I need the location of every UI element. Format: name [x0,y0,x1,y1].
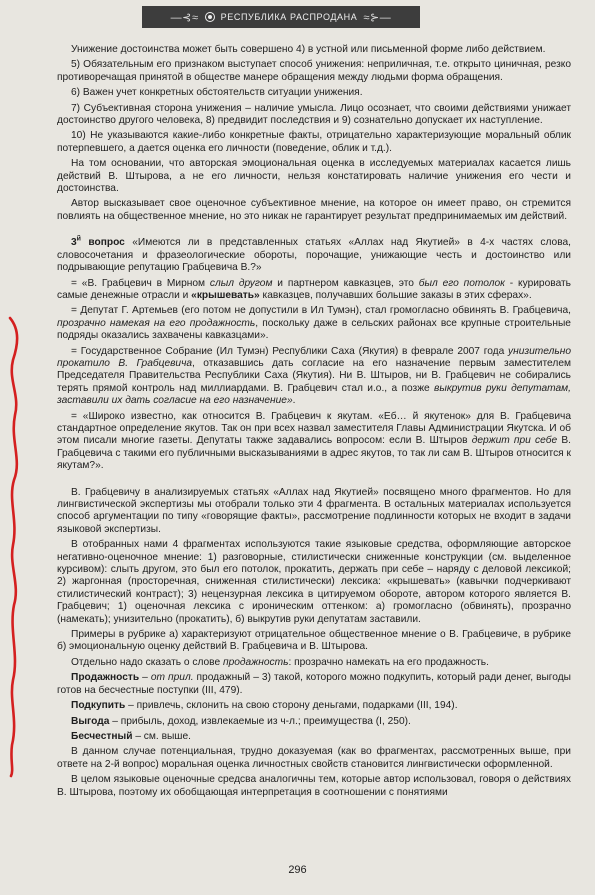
page-number: 296 [288,864,307,876]
text-run: от прил. [150,672,194,684]
red-margin-mark-icon [0,0,40,895]
text-run: и партнером кавказцев, это [272,277,419,289]
text-run: Унижение достоинства может быть совершено 4) в устной или письменной форме либо действием. [71,44,546,55]
ornament-left-icon: —⊰≈ [170,11,199,24]
paragraph-p17 [57,672,571,697]
text-run: = «Широко известно, как относится В. Грабцевич к якутам. «Еб… й якутенок» для В. Грабцевича стандартное определение якутов. Так он при всех назвал заместителя Главы Администрации Якутска. И об этом писали многие газеты. Депутаты также задавались вопросом: если В. Штыров [57,410,571,447]
text-run: , отказавшись дать согласие на его назначение первым заместителем Председателя Правительства Республики Саха (Якутия). Ни В. Штыров, ни В. Грабцевич не собирались терять прямой контроль над миллиардами. В. Грабцевич стал и.о., а позже [57,357,571,394]
paragraph-p18 [57,700,571,712]
paragraph-p21 [57,746,571,771]
text-run: продажный – 3) такой, которого можно подкупить, который ради денег, выгоды готов на бесчестные поступки (III, 479). [57,672,572,696]
paragraph-p15 [57,629,571,654]
running-header [142,6,420,28]
text-run: В отобранных нами 4 фрагментах используются такие языковые средства, оформляющие авторское негативно-оценочное мнение: 1) разговорные, стилистически сниженные конструкции (см. выделенное курсивом): слыть другом, это был его потолок, прокатить, держать при себе – наряду с деловой лексикой; 2) жаргонная (просторечная, сниженная стилистически) лексика: «крышевать» (кавычки подчеркивают стилистический контраст); 3) нецензурная лексика в цитируемом обороте, автором которого является В. Грабцевич; 1) оценочная лексика с ироническим оттенком: а) громогласно (обвинять), прозрачно (намекать); унизительно (прокатить), б) выкрутив руки депутатам заставили. [57,539,571,625]
text-run: . [292,395,296,407]
text-run: унизительно прокатило В. Грабцевича [57,345,571,369]
paragraph-p6 [57,158,571,195]
paragraph-p20 [57,731,571,743]
text-run: продажность [222,656,289,668]
paragraph-p5 [57,130,571,155]
text-run: – привлечь, склонить на свою сторону деньгами, подарками (III, 194). [125,700,458,712]
text-run: В данном случае потенциальная, трудно доказуемая (как во фрагментах, рассмотренных выше, при ответе на 2-й вопрос) моральная оценка личностных свойств становится лингвистически оформленной. [57,746,571,770]
paragraph-p11 [57,346,571,408]
text-run: й [76,235,81,243]
text-run: выкрутив руки депутатам, заставили их дать согласие на его назначение» [57,382,571,407]
paragraph-p19 [57,716,571,728]
paragraph-p3 [57,87,571,99]
text-run: Подкупить [71,700,126,712]
text-run: «Имеются ли в представленных статьях «Аллах над Якутией» в 4-х частях слова, словосочетания и фразеологические обороты, порочащие, унижающие честь и достоинство или подрывающие репутацию Грабцевича В.?» [57,237,572,274]
paragraph-p10 [57,305,571,342]
text-run: - курировать самые денежные отрасли и [57,277,571,301]
text-run: 6) Важен учет конкретных обстоятельств ситуации унижения. [71,87,363,99]
text-run: Выгода [71,715,110,727]
paragraph-p8 [57,237,571,274]
text-run: В. Грабцевичу в анализируемых статьях «Аллах над Якутией» посвящено много фрагментов. Но для лингвистической экспертизы мы отобрали только эти 4 фрагмента. В остальных материалах используется способ аргументации по типу «говорящие факты», рассмотрение подлинности которых не входит в задачи языковой экспертизы. [57,486,571,535]
text-run: «крышевать» [191,289,260,301]
header-title: РЕСПУБЛИКА РАСПРОДАНА [220,12,358,22]
text-run: В целом языковые оценочные средсва аналогичны тем, которые автор использовал, говоря о действиях В. Штырова, поэтому их обобщающая интерпретация в соотношении с понятиями [57,774,571,798]
text-run: Отдельно надо сказать о слове [71,656,223,668]
paragraph-p16 [57,657,571,669]
paragraph-p7 [57,198,571,223]
text-run: держит при себе [471,435,558,447]
paragraph-p4 [57,103,571,128]
paragraph-p22 [57,774,571,799]
text-run: был его потолок [418,277,505,289]
paragraph-p13 [57,487,571,537]
paragraph-p14 [57,539,571,626]
paragraph-p9 [57,278,571,303]
text-run: = Государственное Собрание (Ил Тумэн) Республики Саха (Якутия) в феврале 2007 года [71,345,509,357]
text-run: 10) Не указываются какие-либо конкретные факты, отрицательно характеризующие моральный облик потерпевшего, а дается оценка его личности (поведение, облик и т.д.). [57,130,571,154]
document-body [57,44,571,802]
text-run: 7) Субъективная сторона унижения – наличие умысла. Лицо осознает, что своими действиями унижает достоинство другого человека, 8) предвидит последствия и 9) сознательно допускает их наступление. [57,102,571,127]
text-run: – прибыль, доход, извлекаемые из ч-л.; преимущества (I, 250). [109,715,411,727]
text-run: Автор высказывает свое оценочное субъективное мнение, на которое он имеет право, он стремится повлиять на общественное мнение, но это никак не гарантирует результат предпринимаемых им действий. [57,198,571,222]
text-run: 3 [71,237,77,249]
text-run: = «В. Грабцевич в Мирном [71,277,210,289]
text-run: = Депутат Г. Артемьев (его потом не допустили в Ил Тумэн), стал громогласно обвинять В. Грабцевича, [71,305,571,317]
text-run: 5) Обязательным его признаком выступает способ унижения: неприличная, т.е. открыто циничная, резко противоречащая принятой в обществе манере обращения между людьми форма обращения. [57,59,571,83]
text-run: Примеры в рубрике а) характеризуют отрицательное общественное мнение о В. Грабцевиче, в рубрике б) эмоциональную оценку действий В. Грабцевича и В. Штырова. [57,629,571,653]
text-run: – см. выше. [132,730,191,742]
text-run: На том основании, что авторская эмоциональная оценка в исследуемых материалах касается лишь действий В. Штырова, а не его личности, нельзя констатировать наличие унижения его чести и достоинства. [57,158,571,195]
ornament-right-icon: ≈⊱— [363,11,392,24]
paragraph-p1 [57,44,571,56]
text-run: слыл другом [209,277,273,289]
text-run: прозрачно намекая на его продажность [57,317,256,329]
paragraph-p12 [57,411,571,473]
text-run: В. Грабцевича с такими его публичными высказываниями в адрес якутов, то так ли сам В. Штыров относится к якутам?». [57,435,571,472]
text-run: кавказцев, получавших большие заказы в этих сферах». [259,289,532,301]
text-run: – [139,672,151,684]
bullet-circle-icon [205,12,215,22]
paragraph-p2 [57,59,571,84]
text-run: : прозрачно намекать на его продажность. [288,656,489,668]
text-run: , поскольку даже в сельских районах все крупные строительные подряды оказались захвачены кавказцами». [57,317,571,342]
text-run: Бесчестный [71,730,133,742]
text-run: вопрос [80,237,125,249]
text-run: Продажность [71,672,140,684]
